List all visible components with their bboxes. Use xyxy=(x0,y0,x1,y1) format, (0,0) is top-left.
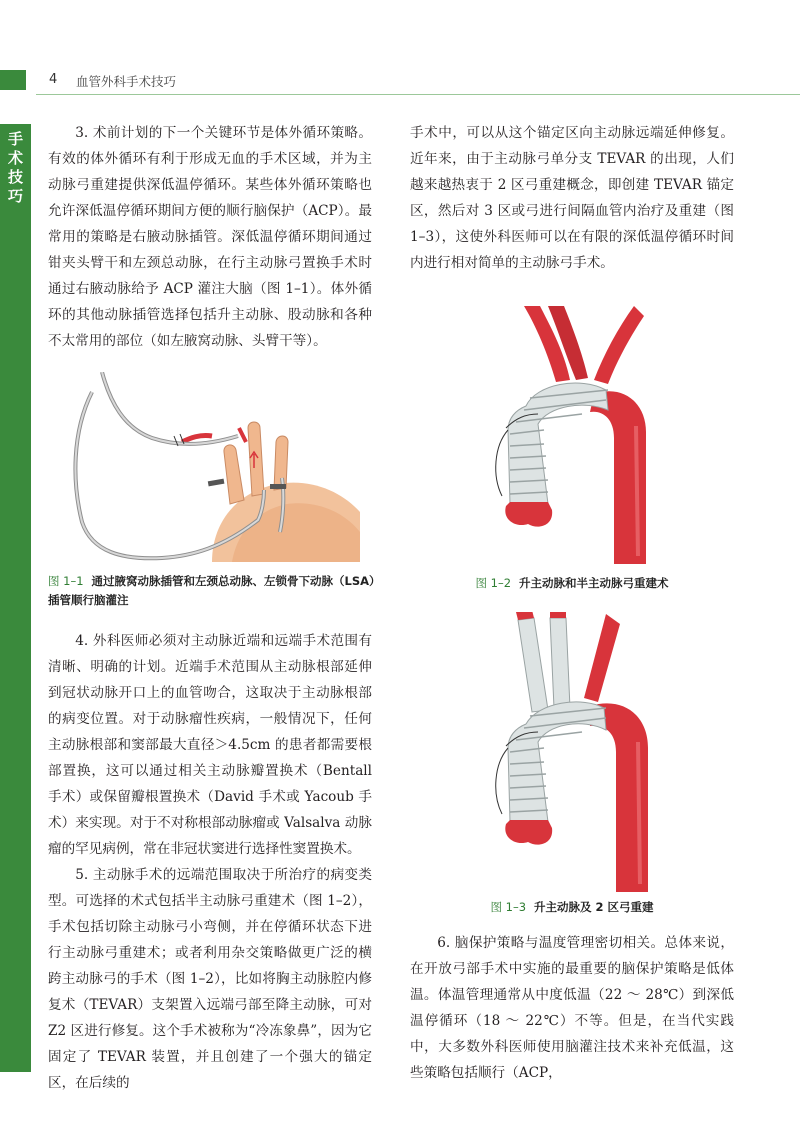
figure-1-3-text: 升主动脉及 2 区弓重建 xyxy=(534,900,654,914)
paragraph-3: 3. 术前计划的下一个关键环节是体外循环策略。有效的体外循环有利于形成无血的手术区域，并为主动脉弓重建提供深低温停循环。某些体外循环策略也允许深低温停循环期间方便的顺行脑保护（ACP）。最常用的策略是右腋动脉插管。深低温停循环期间通过钳夹头臂干和左颈总动脉，在行主动脉弓置换手术时通过右腋动脉给予 ACP 灌注大脑（图 1–1）。体外循环的其他动脉插管选择包括升主动脉、股动脉和各种不太常用的部位（如左腋窝动脉、头臂干等）。 xyxy=(48,125,372,349)
left-column-top xyxy=(48,120,372,354)
figure-1-3-number: 图 1–3 xyxy=(490,900,527,914)
paragraph-5-continued: 手术中，可以从这个锚定区向主动脉远端延伸修复。近年来，由于主动脉弓单分支 TEVAR 的出现，人们越来越热衷于 2 区弓重建概念，即创建 TEVAR 锚定区，然后对 3 区或弓进行间隔血管内治疗及重建（图 1–3），这使外科医师可以在有限的深低温停循环时间内进行相对简单的主动脉弓手术。 xyxy=(410,125,734,271)
figure-1-2-caption xyxy=(410,574,734,593)
running-title: 血管外科手术技巧 xyxy=(76,74,177,89)
figure-1-1-caption xyxy=(48,572,378,610)
right-column-bottom xyxy=(410,930,734,1086)
figure-1-1-number: 图 1–1 xyxy=(48,574,84,588)
figure-1-2-illustration xyxy=(486,306,656,564)
paragraph-6: 6. 脑保护策略与温度管理密切相关。总体来说，在开放弓部手术中实施的最重要的脑保护策略是低体温。体温管理通常从中度低温（22 ～ 28℃）到深低温停循环（18 ～ 22℃）不等。但是，在当代实践中，大多数外科医师使用脑灌注技术来补充低温，这些策略包括顺行（ACP， xyxy=(410,935,734,1081)
header-accent-block xyxy=(0,70,26,90)
paragraph-4: 4. 外科医师必须对主动脉近端和远端手术范围有清晰、明确的计划。近端手术范围从主动脉根部延伸到冠状动脉开口上的血管吻合，这取决于主动脉根部的病变位置。对于动脉瘤性疾病，一般情况下，任何主动脉根部和窦部最大直径＞4.5cm 的患者都需要根部置换，这可以通过相关主动脉瓣置换术（Bentall 手术）或保留瓣根置换术（David 手术或 Yacoub 手术）来实现。对于不对称根部动脉瘤或 Valsalva 动脉瘤的罕见病例，常在非冠状窦进行选择性窦置换术。 xyxy=(48,633,372,857)
paragraph-5: 5. 主动脉手术的远端范围取决于所治疗的病变类型。可选择的术式包括半主动脉弓重建术（图 1–2），手术包括切除主动脉弓小弯侧，并在停循环状态下进行主动脉弓重建术；或者利用杂交策略做更广泛的横跨主动脉弓的手术（图 1–2），比如将胸主动脉腔内修复术（TEVAR）支架置入远端弓部至降主动脉，可对 Z2 区进行修复。这个手术被称为“冷冻象鼻”，因为它固定了 TEVAR 装置，并且创建了一个强大的锚定区，在后续的 xyxy=(48,867,372,1091)
figure-1-3-caption xyxy=(410,898,734,917)
side-tab-label xyxy=(0,130,31,206)
figure-1-1-text: 通过腋窝动脉插管和左颈总动脉、左锁骨下动脉（LSA）插管顺行脑灌注 xyxy=(48,574,375,607)
chapter-side-tab xyxy=(0,124,31,1072)
page-number: 4 xyxy=(49,72,58,87)
figure-1-3-illustration xyxy=(486,612,656,892)
figure-1-1-illustration xyxy=(62,372,360,562)
right-column-top xyxy=(410,120,734,276)
side-tab-char: 巧 xyxy=(7,187,23,205)
figure-1-2-number: 图 1–2 xyxy=(475,576,512,590)
header-divider xyxy=(36,94,800,95)
side-tab-char: 技 xyxy=(7,168,23,186)
side-tab-char: 手 xyxy=(7,130,23,148)
side-tab-char: 术 xyxy=(7,149,23,167)
left-column-bottom xyxy=(48,628,372,1096)
figure-1-2-text: 升主动脉和半主动脉弓重建术 xyxy=(519,576,669,590)
